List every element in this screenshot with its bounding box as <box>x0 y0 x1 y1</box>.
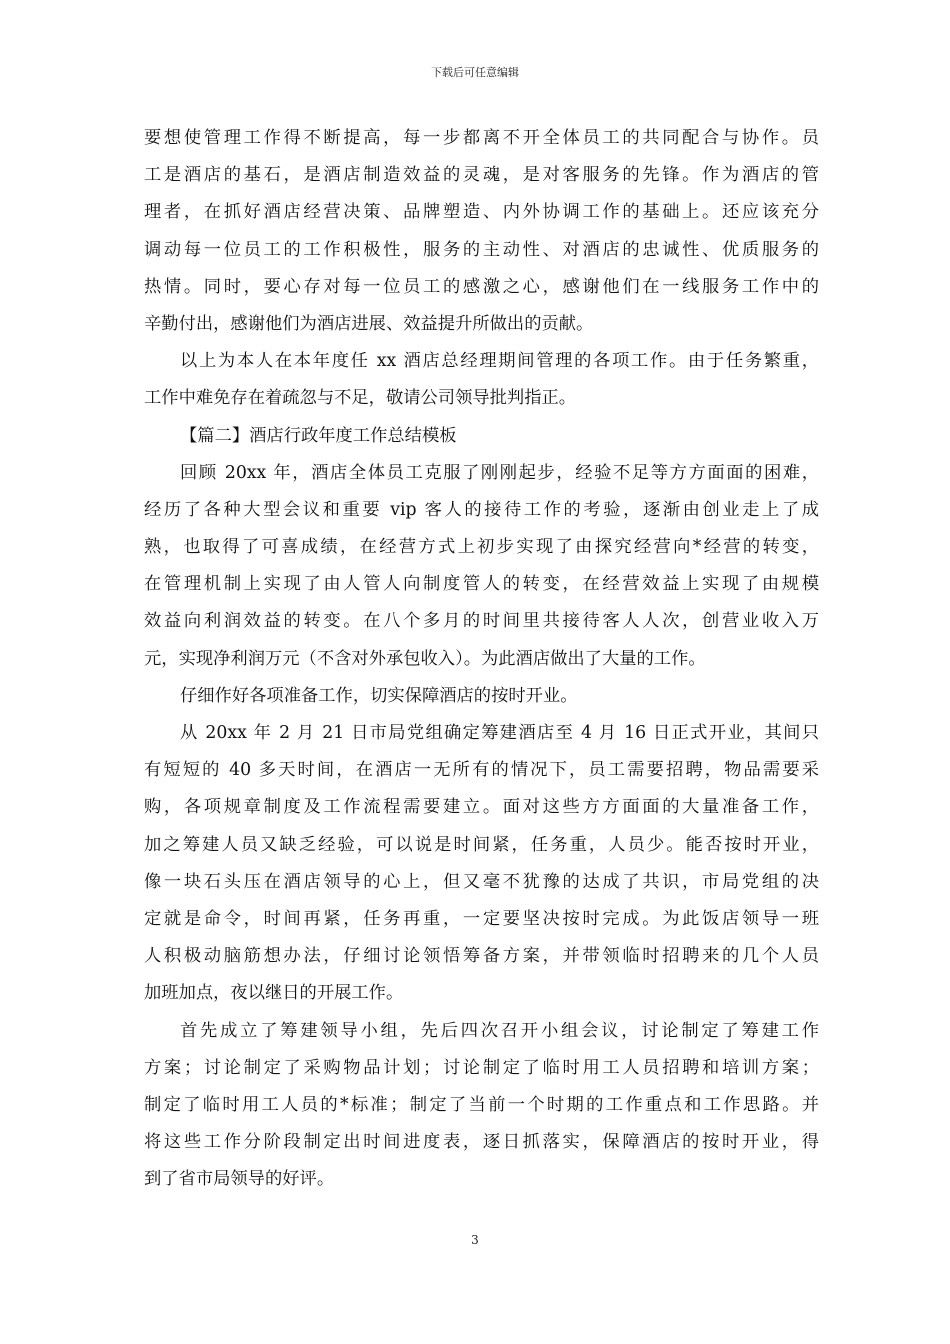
text-line: 人积极动脑筋想办法，仔细讨论领悟筹备方案，并带领临时招聘来的几个人员 <box>144 946 819 967</box>
text-line: 工作中难免存在着疏忽与不足，敬请公司领导批判指正。 <box>144 388 577 409</box>
text-line: 购，各项规章制度及工作流程需要建立。面对这些方方面面的大量准备工作， <box>144 797 819 818</box>
text-line: 将这些工作分阶段制定出时间进度表，逐日抓落实，保障酒店的按时开业，得 <box>144 1132 819 1153</box>
text-line: 有短短的 40 多天时间，在酒店一无所有的情况下，员工需要招聘，物品需要采 <box>144 760 819 781</box>
text-line: 要想使管理工作得不断提高，每一步都离不开全体员工的共同配合与协作。员 <box>144 128 819 148</box>
text-line: 在管理机制上实现了由人管人向制度管人的转变，在经营效益上实现了由规模 <box>144 574 819 595</box>
text-line: 仔细作好各项准备工作，切实保障酒店的按时开业。 <box>180 685 578 706</box>
text-line: 方案；讨论制定了采购物品计划；讨论制定了临时用工人员招聘和培训方案； <box>144 1057 819 1078</box>
text-line: 工是酒店的基石，是酒店制造效益的灵魂，是对客服务的先锋。作为酒店的管 <box>144 165 819 186</box>
text-line: 效益向利润效益的转变。在八个多月的时间里共接待客人人次，创营业收入万 <box>144 611 819 632</box>
text-line: 回顾 20xx 年，酒店全体员工克服了刚刚起步，经验不足等方方面面的困难， <box>180 462 819 483</box>
text-line: 辛勤付出，感谢他们为酒店进展、效益提升所做出的贡献。 <box>144 313 594 334</box>
text-line: 经历了各种大型会议和重要 vip 客人的接待工作的考验，逐渐由创业走上了成 <box>144 499 819 520</box>
text-line: 加之筹建人员又缺乏经验，可以说是时间紧，任务重，人员少。能否按时开业， <box>144 834 819 855</box>
text-line: 以上为本人在本年度任 xx 酒店总经理期间管理的各项工作。由于任务繁重， <box>180 351 819 372</box>
text-line: 到了省市局领导的好评。 <box>144 1169 335 1190</box>
text-line: 制定了临时用工人员的*标准；制定了当前一个时期的工作重点和工作思路。并 <box>144 1094 819 1115</box>
text-line: 理者，在抓好酒店经营决策、品牌塑造、内外协调工作的基础上。还应该充分 <box>144 202 819 223</box>
page-number: 3 <box>471 1233 479 1247</box>
text-line: 元，实现净利润万元（不含对外承包收入）。为此酒店做出了大量的工作。 <box>144 648 706 669</box>
page-header: 下载后可任意编辑 <box>431 66 519 79</box>
text-line: 定就是命令，时间再紧，任务再重，一定要坚决按时完成。为此饭店领导一班 <box>144 908 819 929</box>
text-line: 调动每一位员工的工作积极性，服务的主动性、对酒店的忠诚性、优质服务的 <box>144 239 819 260</box>
text-line: 像一块石头压在酒店领导的心上，但又毫不犹豫的达成了共识，市局党组的决 <box>144 871 819 892</box>
text-line: 从 20xx 年 2 月 21 日市局党组确定筹建酒店至 4 月 16 日正式开业，其间只 <box>180 723 819 743</box>
text-line: 首先成立了筹建领导小组，先后四次召开小组会议，讨论制定了筹建工作 <box>180 1020 819 1041</box>
text-line: 加班加点，夜以继日的开展工作。 <box>144 983 404 1004</box>
document-body <box>144 120 819 1198</box>
text-line: 热情。同时，要心存对每一位员工的感激之心，感谢他们在一线服务工作中的 <box>144 276 819 297</box>
text-line: 熟，也取得了可喜成绩，在经营方式上初步实现了由探究经营向*经营的转变， <box>144 537 819 558</box>
text-line: 【篇二】酒店行政年度工作总结模板 <box>180 425 457 446</box>
